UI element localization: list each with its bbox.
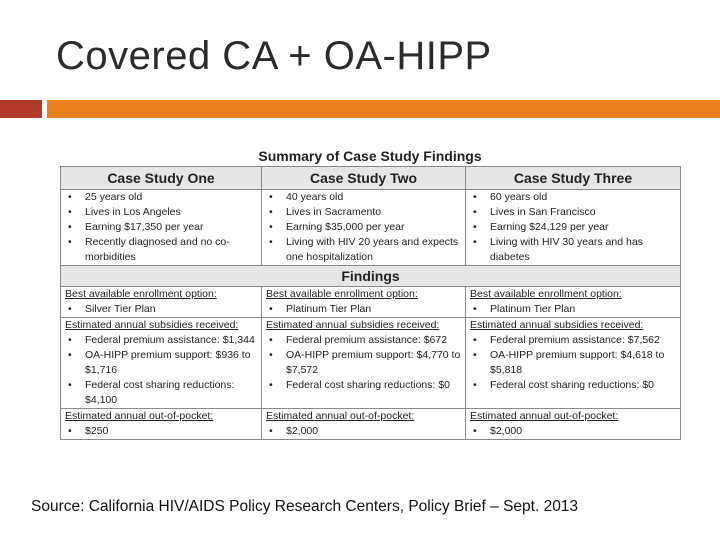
list-item: • Federal cost sharing reductions: $0 [266,378,461,393]
list-item: • Federal cost sharing reductions: $4,100 [65,378,257,408]
out-of-pocket-label: Estimated annual out-of-pocket: [65,410,214,422]
list-item: • 25 years old [65,190,257,205]
out-of-pocket-cell [466,409,681,440]
case-study-summary [60,146,680,440]
subsidies-cell [466,318,681,409]
list-item: • OA-HIPP premium support: $4,770 to $7,572 [266,348,461,378]
list-item: • 60 years old [470,190,676,205]
list-item: • OA-HIPP premium support: $4,618 to $5,818 [470,348,676,378]
list-item: • Earning $35,000 per year [266,220,461,235]
list-item: • Living with HIV 30 years and has diabetes [470,235,676,265]
list-item: • OA-HIPP premium support: $936 to $1,716 [65,348,257,378]
list-item: • $2,000 [266,424,461,439]
enrollment-label: Best available enrollment option: [470,288,622,300]
list-item: • Living with HIV 20 years and expects one hospitalization [266,235,461,265]
list-item: • 40 years old [266,190,461,205]
profile-cell [466,190,681,266]
findings-heading: Findings [61,266,681,287]
column-header: Case Study One [61,167,262,190]
subsidies-label: Estimated annual subsidies received: [65,319,239,331]
out-of-pocket-cell [61,409,262,440]
list-item: • Platinum Tier Plan [470,302,676,317]
list-item: • Federal cost sharing reductions: $0 [470,378,676,393]
list-item: • Platinum Tier Plan [266,302,461,317]
list-item: • Lives in Los Angeles [65,205,257,220]
subsidies-cell [262,318,466,409]
list-item: • Earning $17,350 per year [65,220,257,235]
out-of-pocket-row [61,409,681,440]
column-header: Case Study Two [262,167,466,190]
source-citation: Source: California HIV/AIDS Policy Research Centers, Policy Brief – Sept. 2013 [31,498,579,515]
subsidies-row [61,318,681,409]
list-item: • Earning $24,129 per year [470,220,676,235]
subsidies-label: Estimated annual subsidies received: [470,319,644,331]
enrollment-cell [61,287,262,318]
out-of-pocket-label: Estimated annual out-of-pocket: [470,410,619,422]
list-item: • Lives in San Francisco [470,205,676,220]
profile-cell [262,190,466,266]
list-item: • Federal premium assistance: $7,562 [470,333,676,348]
slide-title: Covered CA + OA-HIPP [56,34,492,78]
enrollment-cell [262,287,466,318]
enrollment-row [61,287,681,318]
case-study-table [60,166,681,440]
list-item: • Federal premium assistance: $1,344 [65,333,257,348]
enrollment-label: Best available enrollment option: [65,288,217,300]
list-item: • Lives in Sacramento [266,205,461,220]
list-item: • $250 [65,424,257,439]
column-header: Case Study Three [466,167,681,190]
findings-row [61,266,681,287]
accent-bar-red [0,100,42,118]
out-of-pocket-label: Estimated annual out-of-pocket: [266,410,415,422]
list-item: • Recently diagnosed and no co-morbidities [65,235,257,265]
subsidies-label: Estimated annual subsidies received: [266,319,440,331]
column-header-row [61,167,681,190]
list-item: • $2,000 [470,424,676,439]
list-item: • Silver Tier Plan [65,302,257,317]
out-of-pocket-cell [262,409,466,440]
accent-bar-orange [47,100,720,118]
summary-title: Summary of Case Study Findings [258,148,482,164]
list-item: • Federal premium assistance: $672 [266,333,461,348]
profile-row [61,190,681,266]
profile-cell [61,190,262,266]
subsidies-cell [61,318,262,409]
enrollment-cell [466,287,681,318]
enrollment-label: Best available enrollment option: [266,288,418,300]
